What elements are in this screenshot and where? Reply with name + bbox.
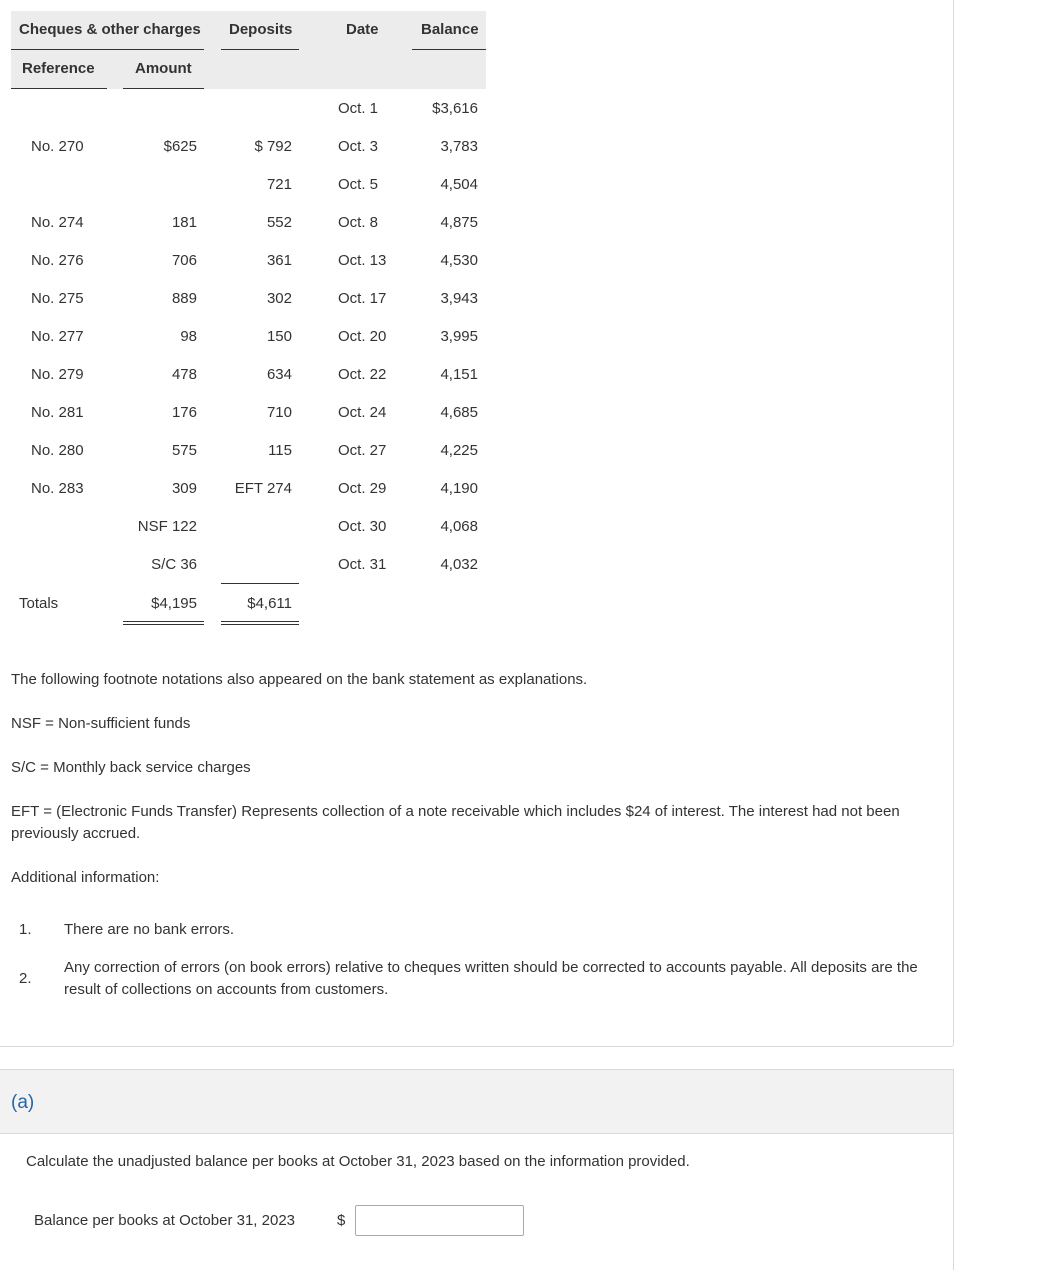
header-reference-underline <box>11 88 107 89</box>
row-balance: 4,190 <box>440 480 478 497</box>
row-balance: 4,504 <box>440 176 478 193</box>
row-deposit: 150 <box>266 328 292 345</box>
additional-info-heading: Additional information: <box>11 869 160 886</box>
row-date: Oct. 30 <box>338 518 387 535</box>
row-reference: No. 277 <box>31 328 84 345</box>
question-prompt: Calculate the unadjusted balance per books at October 31, 2023 based on the information provided. <box>26 1153 690 1170</box>
deposits-total-double-rule <box>221 621 299 625</box>
row-deposit: 721 <box>266 176 292 193</box>
header-amount-underline <box>123 88 204 89</box>
amount-total-double-rule <box>123 621 204 625</box>
row-reference: No. 270 <box>31 138 84 155</box>
row-balance: 4,530 <box>440 252 478 269</box>
footnote-nsf: NSF = Non-sufficient funds <box>11 715 191 732</box>
answer-label: Balance per books at October 31, 2023 <box>34 1212 296 1229</box>
row-date: Oct. 24 <box>338 404 387 421</box>
footnote-eft: EFT = (Electronic Funds Transfer) Represents collection of a note receivable which includes $24 of interest. The interest had not been previously accrued. <box>11 803 900 842</box>
row-deposit: 302 <box>266 290 292 307</box>
row-balance: 3,995 <box>440 328 478 345</box>
row-date: Oct. 13 <box>338 252 387 269</box>
list-item-2-text: Any correction of errors (on book errors) relative to cheques written should be corrected to accounts payable. All deposits are the result of collections on accounts from customers. <box>64 959 918 998</box>
row-date: Oct. 5 <box>338 176 379 193</box>
row-amount: 176 <box>171 404 197 421</box>
row-date: Oct. 20 <box>338 328 387 345</box>
header-balance: Balance <box>421 21 479 38</box>
row-balance: 4,225 <box>440 442 478 459</box>
balance-per-books-input[interactable] <box>355 1205 524 1236</box>
row-date: Oct. 29 <box>338 480 387 497</box>
row-amount: 706 <box>171 252 197 269</box>
totals-deposits: $4,611 <box>247 595 292 612</box>
currency-symbol: $ <box>337 1212 346 1229</box>
row-amount: 181 <box>171 214 197 231</box>
row-date: Oct. 31 <box>338 556 387 573</box>
row-balance: 3,783 <box>440 138 478 155</box>
header-deposits: Deposits <box>229 21 293 38</box>
row-reference: No. 280 <box>31 442 84 459</box>
row-amount: 478 <box>171 366 197 383</box>
row-balance: 4,685 <box>440 404 478 421</box>
row-deposit: 634 <box>266 366 292 383</box>
list-item-2-number: 2. <box>19 970 32 987</box>
row-balance: 4,068 <box>440 518 478 535</box>
row-reference: No. 283 <box>31 480 84 497</box>
row-balance: 4,032 <box>440 556 478 573</box>
row-amount: NSF 122 <box>137 518 197 535</box>
header-reference: Reference <box>22 60 95 77</box>
row-deposit: $ 792 <box>254 138 292 155</box>
header-cheques: Cheques & other charges <box>19 21 201 38</box>
row-amount: 98 <box>180 328 197 345</box>
row-date: Oct. 22 <box>338 366 387 383</box>
row-date: Oct. 8 <box>338 214 379 231</box>
totals-amount: $4,195 <box>151 595 197 612</box>
header-amount: Amount <box>135 60 192 77</box>
question-header <box>0 1070 953 1134</box>
row-deposit: EFT 274 <box>234 480 292 497</box>
row-reference: No. 281 <box>31 404 84 421</box>
row-balance: $3,616 <box>432 100 478 117</box>
row-deposit: 552 <box>266 214 292 231</box>
row-date: Oct. 1 <box>338 100 379 117</box>
list-item-1-text: There are no bank errors. <box>64 921 235 938</box>
row-reference: No. 274 <box>31 214 84 231</box>
row-amount: $625 <box>163 138 197 155</box>
header-balance-underline <box>412 49 486 50</box>
row-balance: 4,875 <box>440 214 478 231</box>
row-balance: 3,943 <box>440 290 478 307</box>
header-cheques-underline <box>11 49 204 50</box>
row-deposit: 710 <box>266 404 292 421</box>
row-date: Oct. 27 <box>338 442 387 459</box>
row-date: Oct. 3 <box>338 138 379 155</box>
row-reference: No. 276 <box>31 252 84 269</box>
header-date: Date <box>346 21 379 38</box>
row-reference: No. 279 <box>31 366 84 383</box>
row-balance: 4,151 <box>440 366 478 383</box>
list-item-1-number: 1. <box>19 921 32 938</box>
header-deposits-underline <box>221 49 299 50</box>
row-deposit: 361 <box>266 252 292 269</box>
row-amount: 575 <box>171 442 197 459</box>
question-label: (a) <box>11 1092 35 1113</box>
row-amount: 889 <box>171 290 197 307</box>
row-deposit: 115 <box>268 442 292 459</box>
row-amount: 309 <box>171 480 197 497</box>
row-reference: No. 275 <box>31 290 84 307</box>
totals-label: Totals <box>19 595 59 612</box>
row-date: Oct. 17 <box>338 290 387 307</box>
deposits-total-rule <box>221 583 299 584</box>
footnote-intro: The following footnote notations also appeared on the bank statement as explanations. <box>11 671 588 688</box>
footnote-sc: S/C = Monthly back service charges <box>11 759 251 776</box>
row-amount: S/C 36 <box>151 556 197 573</box>
